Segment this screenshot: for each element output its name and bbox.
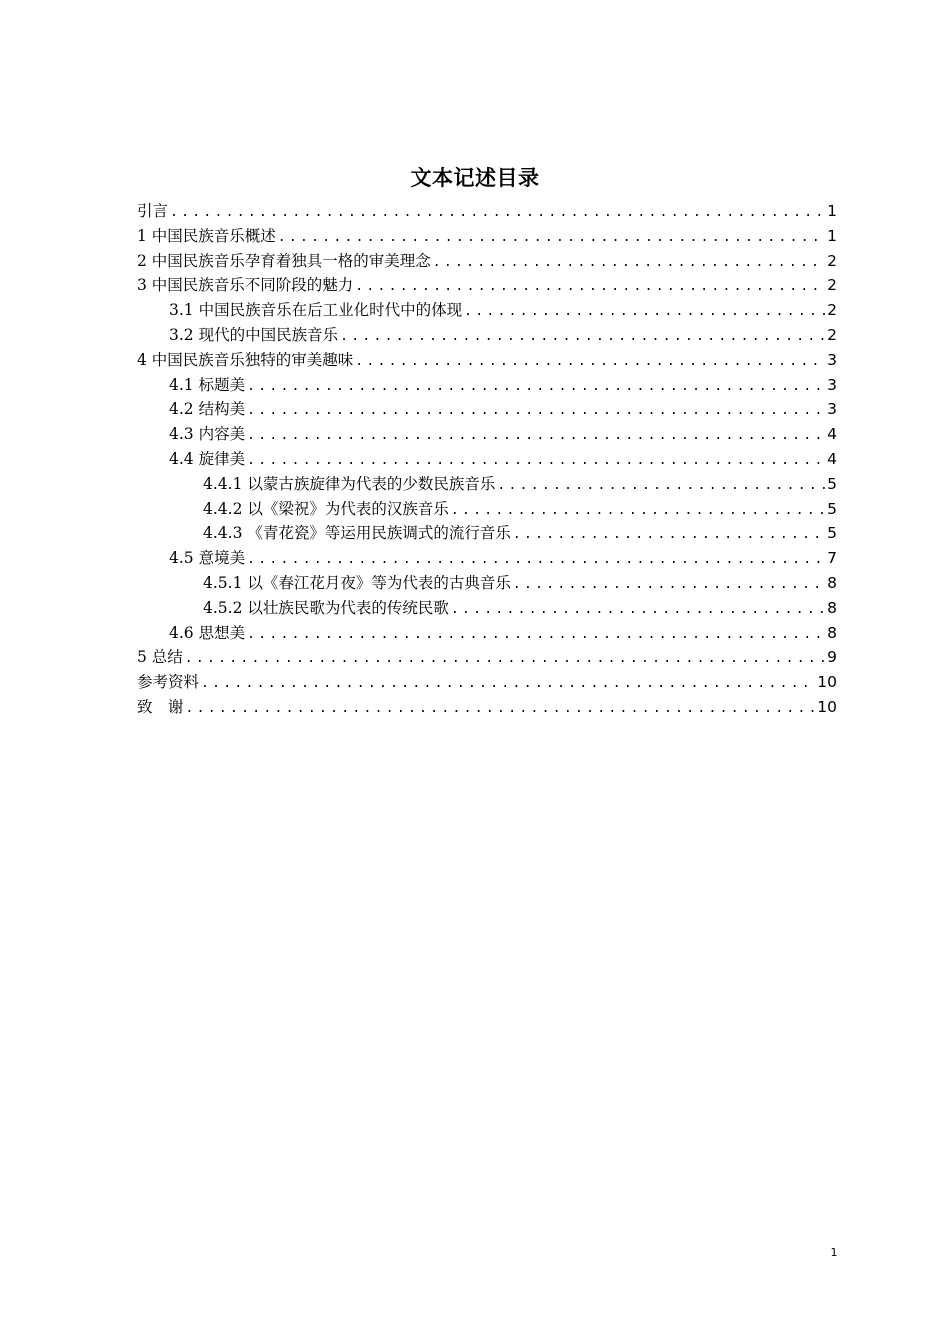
toc-entry[interactable] — [137, 323, 837, 348]
toc-dot-leader — [451, 499, 825, 524]
toc-entry[interactable] — [137, 298, 837, 323]
toc-dot-leader — [247, 548, 825, 573]
toc-dot-leader — [186, 697, 816, 722]
toc-entry-page: 3 — [827, 375, 837, 394]
toc-entry-title: 致 谢 — [137, 697, 184, 716]
toc-entry-page: 5 — [827, 499, 837, 518]
toc-dot-leader — [340, 325, 825, 350]
toc-entry[interactable] — [137, 645, 837, 670]
toc-entry-title: 1 中国民族音乐概述 — [137, 226, 276, 245]
toc-dot-leader — [355, 350, 825, 375]
toc-dot-leader — [247, 449, 825, 474]
toc-entry-title: 4.1 标题美 — [169, 375, 246, 394]
toc-entry-title: 4.4.3 《青花瓷》等运用民族调式的流行音乐 — [203, 524, 511, 543]
toc-entry-title: 4.4.1 以蒙古族旋律为代表的少数民族音乐 — [203, 474, 496, 493]
toc-entry[interactable] — [137, 670, 837, 695]
toc-entry-title: 4.5.1 以《春江花月夜》等为代表的古典音乐 — [203, 573, 511, 592]
toc-entry[interactable] — [137, 348, 837, 373]
toc-entry-page: 10 — [817, 673, 837, 692]
toc-dot-leader — [497, 474, 825, 499]
toc-dot-leader — [170, 201, 825, 226]
toc-entry-title: 4.2 结构美 — [169, 400, 246, 419]
toc-entry-title: 4.6 思想美 — [169, 623, 246, 642]
toc-entry-title: 5 总结 — [137, 648, 183, 667]
toc-entry-page: 8 — [827, 623, 837, 642]
toc-dot-leader — [247, 375, 825, 400]
toc-entry[interactable] — [137, 621, 837, 646]
toc-entry-page: 2 — [827, 251, 837, 270]
toc-entry-page: 4 — [827, 425, 837, 444]
toc-dot-leader — [433, 251, 825, 276]
toc-entry[interactable] — [137, 546, 837, 571]
toc-dot-leader — [247, 424, 825, 449]
toc-dot-leader — [464, 300, 825, 325]
toc-entry[interactable] — [137, 497, 837, 522]
toc-entry-page: 1 — [827, 226, 837, 245]
toc-entry[interactable] — [137, 273, 837, 298]
toc-entry-title: 4.3 内容美 — [169, 425, 246, 444]
toc-entry-title: 4.4 旋律美 — [169, 449, 246, 468]
toc-entry-page: 4 — [827, 449, 837, 468]
toc-entry[interactable] — [137, 521, 837, 546]
toc-entry-page: 9 — [827, 648, 837, 667]
table-of-contents — [137, 199, 837, 720]
toc-entry[interactable] — [137, 472, 837, 497]
toc-entry-page: 10 — [817, 697, 837, 716]
page-title: 文本记述目录 — [410, 166, 540, 191]
toc-dot-leader — [451, 598, 825, 623]
toc-entry[interactable] — [137, 199, 837, 224]
toc-dot-leader — [247, 623, 825, 648]
toc-dot-leader — [247, 399, 825, 424]
toc-entry[interactable] — [137, 397, 837, 422]
toc-entry-page: 3 — [827, 400, 837, 419]
toc-dot-leader — [513, 573, 825, 598]
toc-entry-title: 2 中国民族音乐孕育着独具一格的审美理念 — [137, 251, 431, 270]
toc-entry-title: 3.1 中国民族音乐在后工业化时代中的体现 — [169, 301, 463, 320]
toc-entry[interactable] — [137, 571, 837, 596]
toc-entry-title: 4.5.2 以壮族民歌为代表的传统民歌 — [203, 598, 449, 617]
toc-entry[interactable] — [137, 249, 837, 274]
toc-entry-title: 参考资料 — [137, 673, 200, 692]
toc-entry-title: 4 中国民族音乐独特的审美趣味 — [137, 350, 354, 369]
toc-dot-leader — [185, 647, 825, 672]
toc-entry-page: 1 — [827, 202, 837, 220]
toc-entry-page: 2 — [827, 325, 837, 344]
toc-dot-leader — [355, 275, 825, 300]
toc-entry-page: 8 — [827, 573, 837, 592]
toc-entry-page: 7 — [827, 549, 837, 568]
toc-entry[interactable] — [137, 373, 837, 398]
toc-entry-page: 3 — [827, 350, 837, 369]
toc-entry-page: 2 — [827, 276, 837, 295]
toc-entry[interactable] — [137, 422, 837, 447]
toc-entry-title: 引言 — [137, 202, 169, 220]
toc-dot-leader — [278, 226, 825, 251]
toc-entry-page: 5 — [827, 474, 837, 493]
toc-entry[interactable] — [137, 224, 837, 249]
toc-entry-title: 4.4.2 以《梁祝》为代表的汉族音乐 — [203, 499, 449, 518]
toc-dot-leader — [513, 523, 825, 548]
toc-dot-leader — [201, 672, 815, 697]
toc-entry-title: 4.5 意境美 — [169, 549, 246, 568]
toc-entry-page: 5 — [827, 524, 837, 543]
toc-entry-page: 8 — [827, 598, 837, 617]
toc-entry-title: 3 中国民族音乐不同阶段的魅力 — [137, 276, 354, 295]
toc-entry[interactable] — [137, 695, 837, 720]
page-number: 1 — [830, 1246, 838, 1259]
toc-entry-title: 3.2 现代的中国民族音乐 — [169, 325, 339, 344]
toc-entry[interactable] — [137, 596, 837, 621]
toc-entry-page: 2 — [827, 301, 837, 320]
toc-entry[interactable] — [137, 447, 837, 472]
